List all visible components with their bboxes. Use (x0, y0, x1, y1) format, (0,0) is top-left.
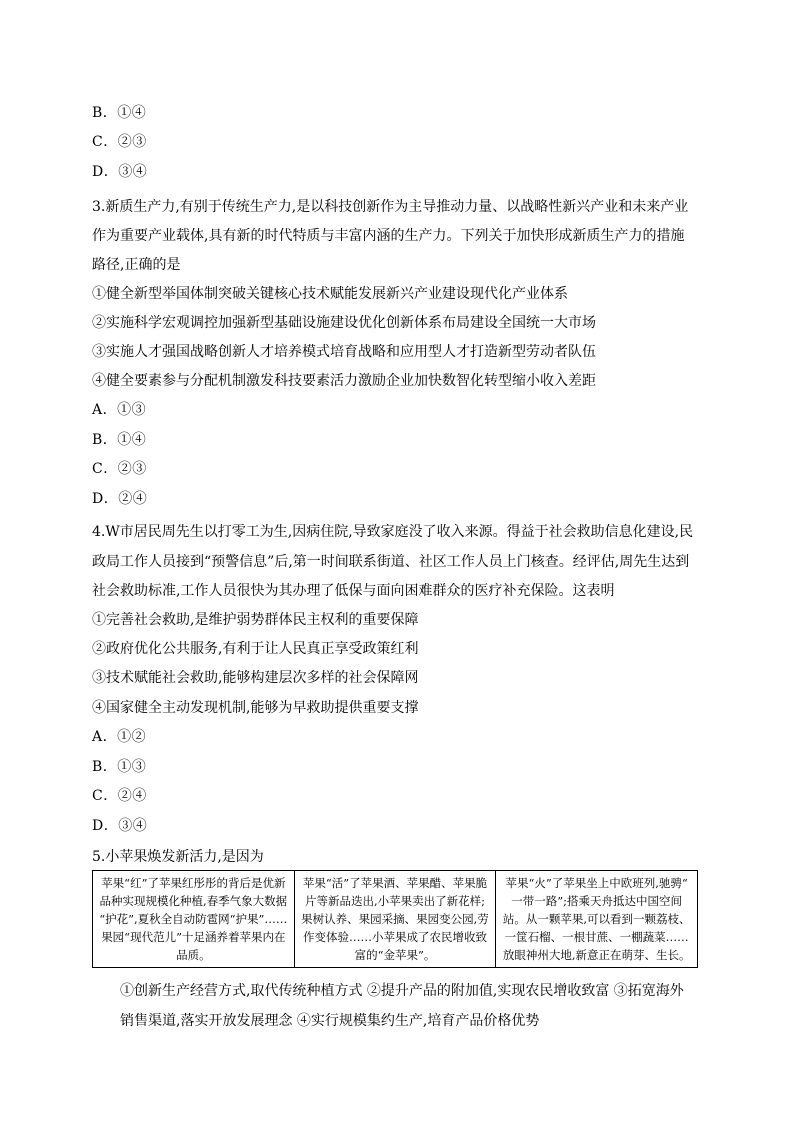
q4-stem-line-1: 4.W市居民周先生以打零工为生,因病住院,导致家庭没了收入来源。得益于社会救助信息化建设,民 (92, 524, 694, 540)
q2-option-b: B．①④ (92, 105, 147, 121)
material-cell-hot: 苹果“火”了苹果坐上中欧班列,驰骋“ 一带一路”;搭乘天舟抵达中国空间 站。从一颗苹果,可以看到一颗荔枝、 一筐石榴、一根甘蔗、一棚蔬菜…… 放眼神州大地,新意正在萌芽、生长。 (496, 871, 698, 968)
q3-stem-line-1: 3.新质生产力,有别于传统生产力,是以科技创新作为主导推动力量、以战略性新兴产业和未来产业 (92, 199, 689, 215)
q2-option-c: C．②③ (92, 134, 147, 150)
q4-statement-4: ④国家健全主动发现机制,能够为早救助提供重要支撑 (92, 700, 419, 716)
q5-material-table (92, 870, 698, 968)
q3-option-d: D．②④ (92, 491, 148, 507)
q4-option-a: A．①② (92, 729, 147, 745)
q4-statement-2: ②政府优化公共服务,有利于让人民真正享受政策红利 (92, 641, 419, 657)
q4-stem-line-3: 社会救助标准,工作人员很快为其办理了低保与面向困难群众的医疗补充保险。这表明 (92, 583, 615, 599)
material-cell-red: 苹果“红”了苹果红彤彤的背后是优新 品种实现规模化种植,春季气象大数据 “护花”,夏秋全自动防雹网“护果”…… 果园“现代范儿”十足涵养着苹果内在 品质。 (93, 871, 295, 968)
q3-stem-line-2: 作为重要产业载体,具有新的时代特质与丰富内涵的生产力。下列关于加快形成新质生产力的措施 (92, 228, 685, 244)
q3-statement-4: ④健全要素参与分配机制激发科技要素活力激励企业加快数智化转型缩小收入差距 (92, 373, 596, 389)
q5-stem: 5.小苹果焕发新活力,是因为 (92, 849, 264, 865)
q5-statements-line-2: 销售渠道,落实开放发展理念 ④实行规模集约生产,培育产品价格优势 (120, 1013, 540, 1029)
q3-option-c: C．②③ (92, 461, 147, 477)
q3-option-a: A．①③ (92, 402, 147, 418)
q3-statement-3: ③实施人才强国战略创新人才培养模式培育战略和应用型人才打造新型劳动者队伍 (92, 344, 596, 360)
q3-statement-2: ②实施科学宏观调控加强新型基础设施建设优化创新体系布局建设全国统一大市场 (92, 315, 596, 331)
q3-statement-1: ①健全新型举国体制突破关键核心技术赋能发展新兴产业建设现代化产业体系 (92, 286, 568, 302)
q4-option-d: D．③④ (92, 818, 148, 834)
q4-statement-3: ③技术赋能社会救助,能够构建层次多样的社会保障网 (92, 670, 419, 686)
q4-option-c: C．②④ (92, 788, 147, 804)
q5-statements-line-1: ①创新生产经营方式,取代传统种植方式 ②提升产品的附加值,实现农民增收致富 ③拓宽海外 (120, 983, 684, 999)
q2-option-d: D．③④ (92, 164, 148, 180)
q3-stem-line-3: 路径,正确的是 (92, 257, 181, 273)
q4-statement-1: ①完善社会救助,是维护弱势群体民主权利的重要保障 (92, 612, 419, 628)
material-cell-alive: 苹果“活”了苹果酒、苹果醋、苹果脆 片等新品迭出,小苹果卖出了新花样; 果树认养、果园采摘、果园变公园,劳 作变体验……小苹果成了农民增收致 富的“金苹果”。 (294, 871, 496, 968)
q3-option-b: B．①④ (92, 432, 147, 448)
q4-stem-line-2: 政局工作人员接到“预警信息”后,第一时间联系街道、社区工作人员上门核查。经评估,周先生达到 (92, 554, 690, 570)
q4-option-b: B．①③ (92, 759, 147, 775)
